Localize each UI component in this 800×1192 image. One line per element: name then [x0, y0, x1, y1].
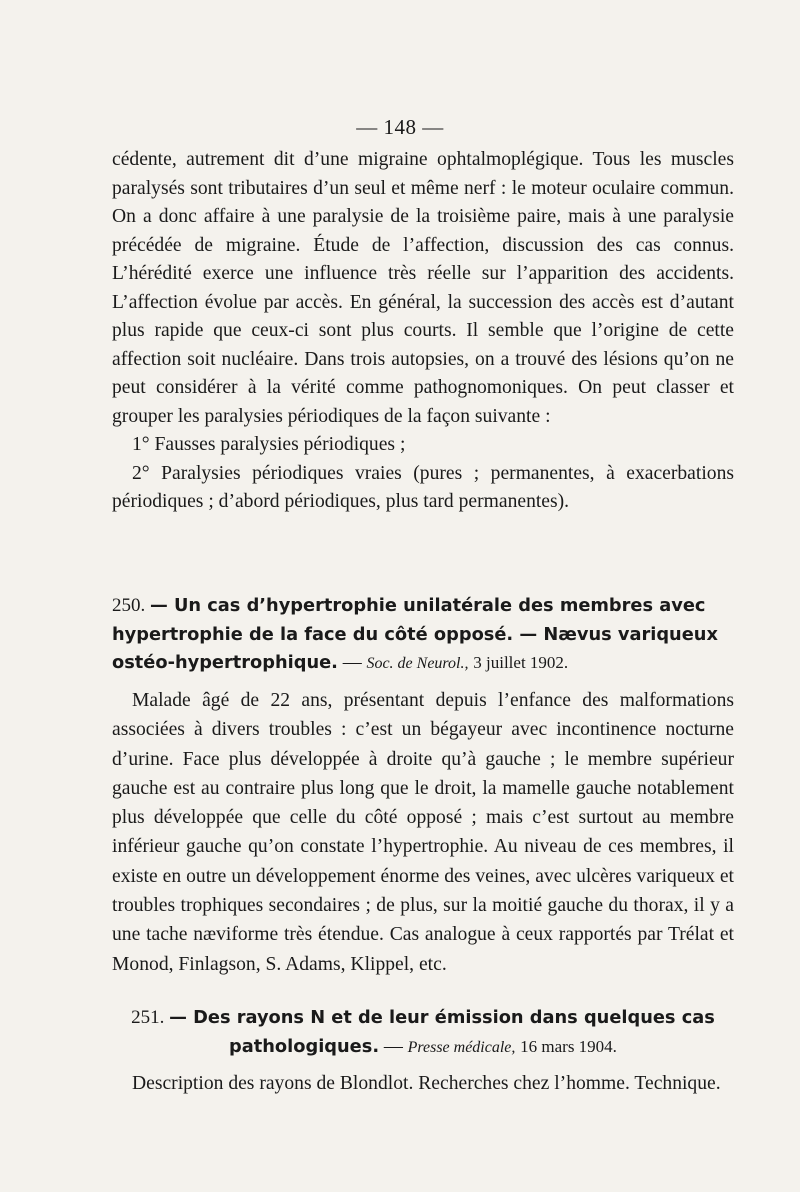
bleed-through-marks — [726, 430, 786, 518]
entry-date: 16 mars 1904. — [520, 1036, 617, 1056]
entry-250-body: Malade âgé de 22 ans, présentant depuis l’enfance des malformations associées à divers troubles : c’est un bégayeur avec incontinence nocturne d’urine. Face plus développée à droite qu’à gauche ; le membre supérieur gauche est au contraire plus long que le droit, la mamelle gauche notablement plus développée que celle du côté opposé ; mais c’est surtout au membre inférieur gauche qu’on constate l’hypertrophie. Au niveau de ces membres, il existe en outre un développement énorme des veines, avec ulcères variqueux et troubles trophiques secondaires ; de plus, sur la moitié gauche du thorax, il y a une tache næviforme très étendue. Cas analogue à ceux rapportés par Trélat et Monod, Finlagson, S. Adams, Klippel, etc. — [112, 690, 734, 975]
entry-number: 251. — [131, 1007, 165, 1028]
source-dash: — — [342, 652, 362, 673]
entry-source: Presse médicale, — [407, 1038, 516, 1056]
entry-source: Soc. de Neurol., — [366, 655, 469, 672]
entry-number: 250. — [112, 595, 146, 616]
entry-title: — Un cas d’hypertrophie unilatérale des membres avec hypertrophie de la face du côté opposé. — Nævus variqueux ostéo-hypertrophique. — [112, 595, 718, 673]
entry-251-heading — [112, 1004, 734, 1062]
source-dash: — — [383, 1035, 403, 1057]
paragraph-text: cédente, autrement dit d’une migraine ophtalmoplégique. Tous les muscles paralysés sont tributaires d’un seul et même nerf : le moteur oculaire commun. On a donc affaire à une paralysie de la troisième paire, mais à une paralysie précédée de migraine. Étude de l’affection, discussion des cas connus. L’hérédité exerce une influence très réelle sur l’apparition des accidents. L’affection évolue par accès. En général, la succession des accès est d’autant plus rapide que ceux-ci sont plus courts. Il semble que l’origine de cette affection soit nucléaire. Dans trois autopsies, on a trouvé des lésions qu’on ne peut considérer à la vérité comme pathognomoniques. On peut classer et grouper les paralysies périodiques de la façon suivante : — [112, 149, 734, 427]
page-number: — 148 — — [356, 115, 444, 139]
list-item-2: 2° Paralysies périodiques vraies (pures ; permanentes, à exacerbations périodiques ; d’abord périodiques, plus tard permanentes). — [112, 462, 734, 512]
paragraph-continuation — [112, 146, 734, 517]
list-item-1: 1° Fausses paralysies périodiques ; — [132, 434, 406, 455]
entry-251-body: Description des rayons de Blondlot. Recherches chez l’homme. Technique. — [132, 1073, 721, 1094]
entry-250-heading — [112, 592, 734, 679]
entry-title: — Des rayons N et de leur émission dans quelques cas pathologiques. — [169, 1007, 715, 1057]
entry-date: 3 juillet 1902. — [473, 653, 569, 672]
